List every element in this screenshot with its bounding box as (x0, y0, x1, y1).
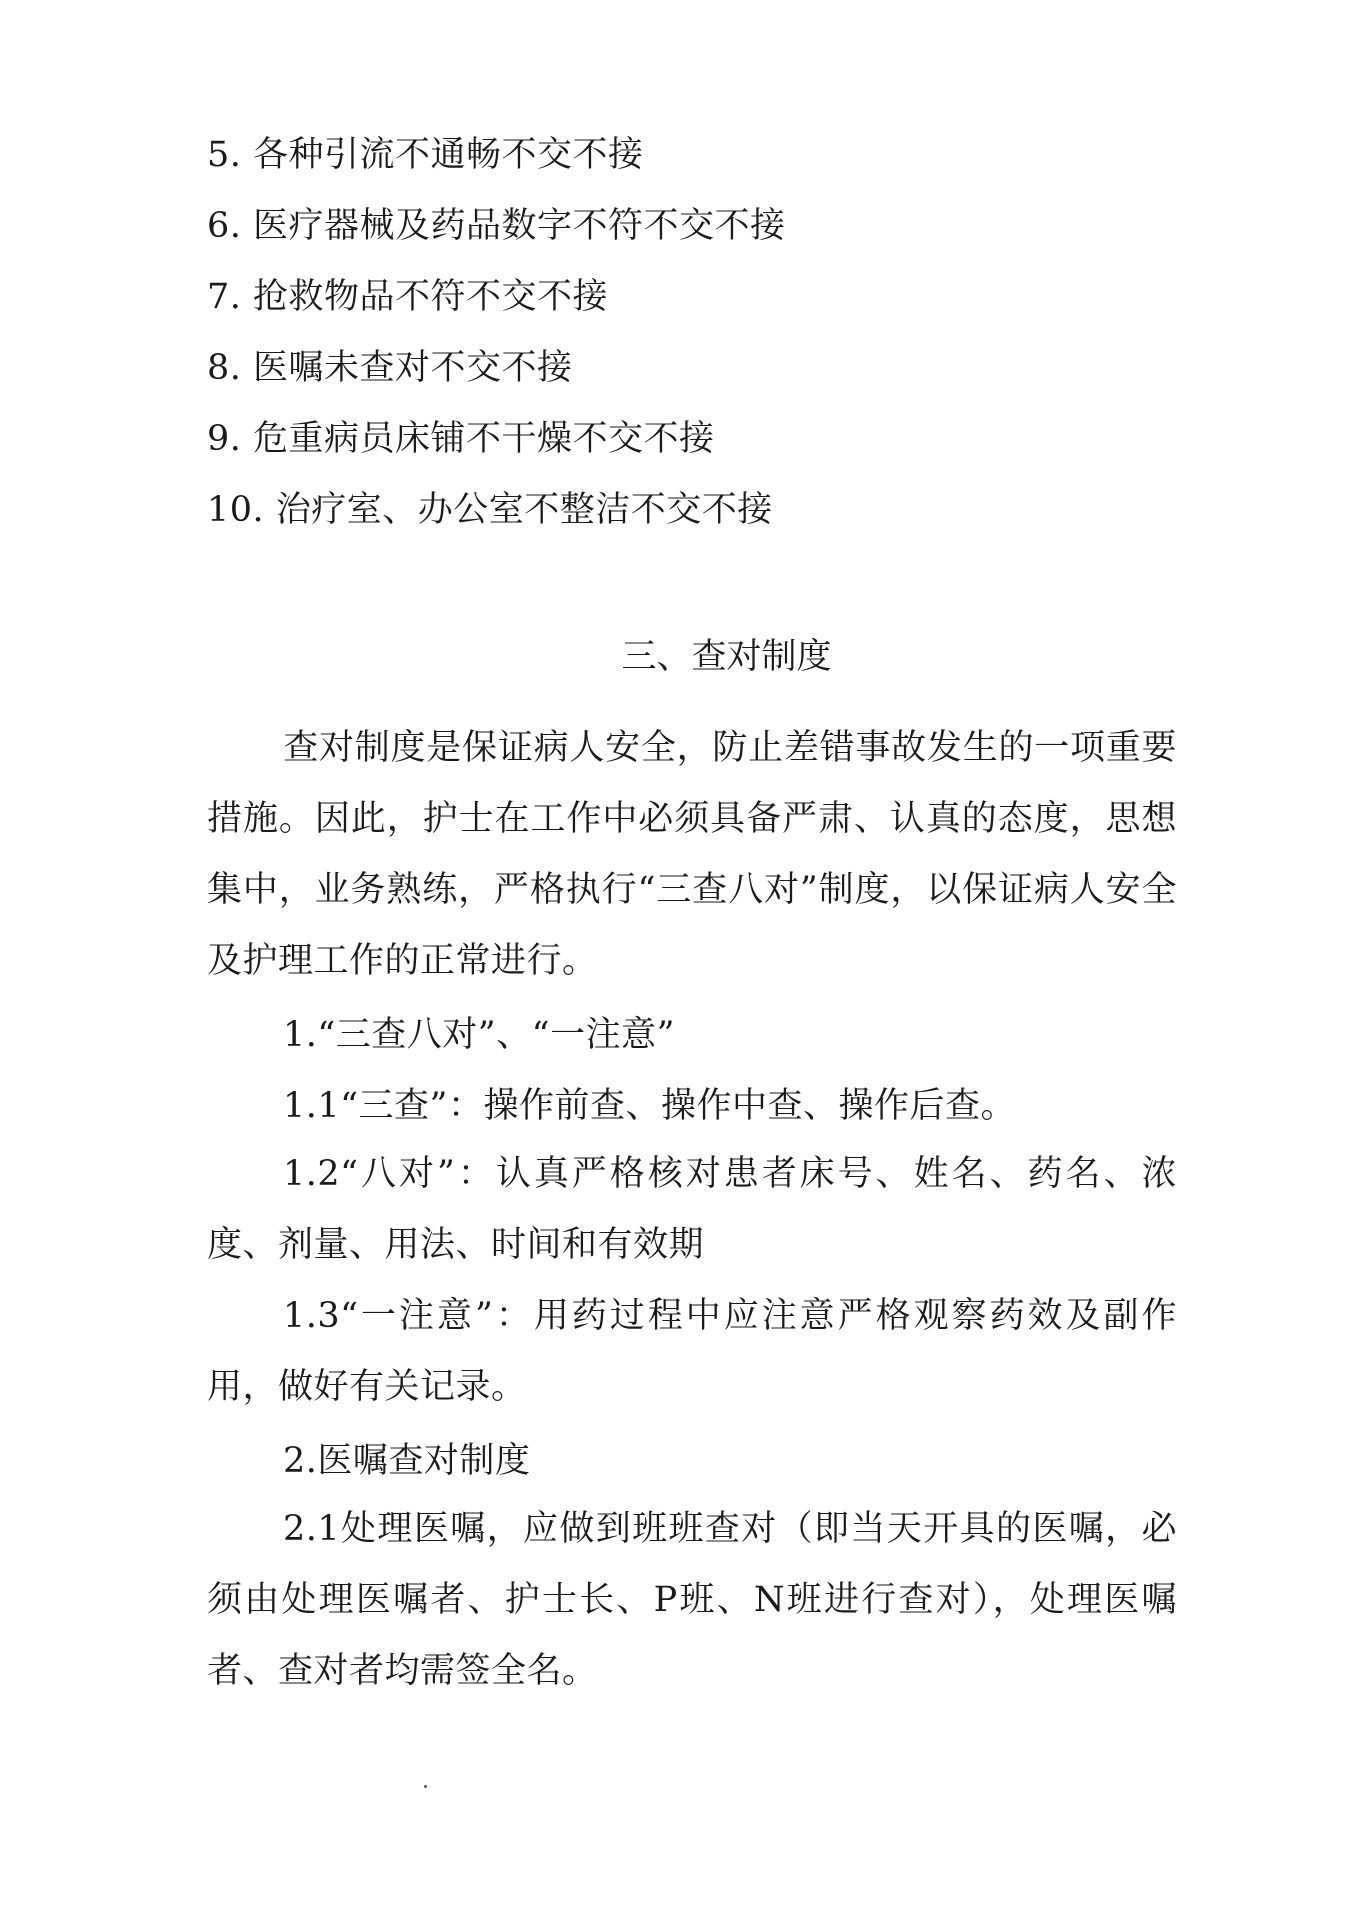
intro-paragraph (207, 713, 1177, 997)
list-item-10: 10. 治疗室、办公室不整洁不交不接 (207, 490, 773, 530)
item-2: 2.医嘱查对制度 (283, 1441, 531, 1481)
item-2-1: 2.1处理医嘱，应做到班班查对（即当天开具的医嘱，必须由处理医嘱者、护士长、P班、N班进行查对），处理医嘱者、查对者均需签全名。 (207, 1509, 1177, 1691)
item-1: 1.“三查八对”、“一注意” (283, 1015, 675, 1055)
list-item-7: 7. 抢救物品不符不交不接 (207, 277, 609, 317)
list-item-9: 9. 危重病员床铺不干燥不交不接 (207, 419, 715, 459)
item-1-2: 1.2“八对”：认真严格核对患者床号、姓名、药名、浓度、剂量、用法、时间和有效期 (207, 1154, 1177, 1265)
list-item-6: 6. 医疗器械及药品数字不符不交不接 (207, 206, 786, 246)
item-1-3: 1.3“一注意”：用药过程中应注意严格观察药效及副作用，做好有关记录。 (207, 1296, 1177, 1407)
item-1-1: 1.1“三查”：操作前查、操作中查、操作后查。 (283, 1086, 1016, 1126)
list-item-8: 8. 医嘱未查对不交不接 (207, 348, 573, 388)
item-1-3-paragraph (207, 1281, 1177, 1423)
page-dot-mark (424, 1785, 427, 1788)
item-1-2-paragraph (207, 1139, 1177, 1281)
list-item-5: 5. 各种引流不通畅不交不接 (207, 135, 644, 175)
item-2-1-paragraph (207, 1494, 1177, 1707)
section-heading: 三、查对制度 (621, 637, 832, 677)
intro-text: 查对制度是保证病人安全，防止差错事故发生的一项重要措施。因此，护士在工作中必须具备严肃、认真的态度，思想集中，业务熟练，严格执行“三查八对”制度，以保证病人安全及护理工作的正常进行。 (207, 728, 1177, 981)
